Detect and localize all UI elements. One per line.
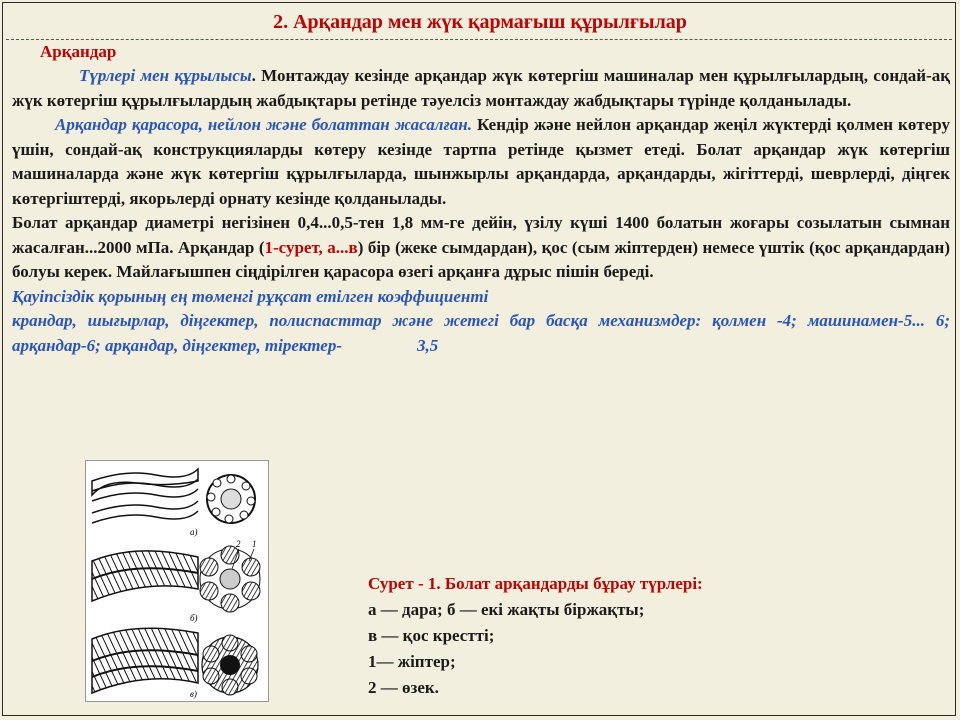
safety-paragraph [12,309,950,358]
rope-c-side-view [92,628,198,693]
figure-reference: 1-сурет, а...в [264,237,358,257]
label-c: в) [190,689,197,699]
caption-line-c: в — қос крестті; [368,626,495,645]
section-heading: Арқандар [40,42,117,61]
materials-italic-lead: Арқандар қарасора, нейлон және болаттан жасалған. [55,115,472,134]
steel-text-a: Болат арқандар диаметрі негізінен 0,4...0,5-тен 1,8 мм-ге дейін, үзілу күші 1400 болатын жоғары созылатын сымнан жасалған...2000 мПа. Арқандар ( [12,213,950,257]
steel-text-b: ) бір (жеке сымдардан), қос (сым жіптерден) немесе үштік (қос арқандардан) болуы керек. Майлағышпен сіңдірілген қарасора өзегі арқанға дұрыс пішін береді. [12,237,950,281]
materials-end: . [442,188,447,208]
rope-c-cross-section [202,635,258,695]
caption-line-a-b: а — дара; б — екі жақты біржақты; [368,600,645,619]
caption-title: Сурет - 1. Болат арқандарды бұрау түрлері: [368,574,703,593]
rope-figure-image [86,461,268,701]
safety-title: Қауіпсіздік қорының ең төменгі рұқсат етілген коэффициенті [12,286,489,306]
types-text: . Монтаждау кезінде арқандар жүк көтергіш машиналар мен құрылғылардың, сондай-ақ жүк көтергіш құрылғылардың жабдықтары ретінде тәуелсіз монтаждау жабдықтары түрінде қолданылады. [12,66,950,110]
marker-1: 1 [252,539,257,549]
caption-line-2: 2 — өзек. [368,678,439,697]
materials-text: Кендір және нейлон арқандар жеңіл жүктерді қолмен көтеру үшін, сондай-ақ конструкцияларды көтеру кезінде тартпа ретінде қызмет етеді. Болат арқандар жүк көтергіш машиналарда және жүк көтергіш құрылғыларда, шынжырлы арқандарда, арқандарды, жігіттерді, шеврлерді, діңгек көтергіштерді, якорьлерді орнату кезінде қолданылады [12,115,950,208]
rope-a-side-view [92,469,198,523]
rope-b-side-view [92,551,198,601]
paragraph-steel [12,211,950,285]
paragraph-types [12,64,950,113]
rope-figure [85,460,269,702]
title-underline [6,39,952,40]
paragraph-materials [12,113,950,211]
safety-value: 3,5 [417,335,439,355]
slide-title: 2. Арқандар мен жүк қармағыш құрылғылар [273,11,687,33]
marker-2: 2 [236,539,241,549]
types-italic-lead: Түрлері мен құрылысы [79,66,252,85]
safety-text: крандар, шығырлар, діңгектер, полиспасттар және жетегі бар басқа механизмдер: қолмен -4; машинамен-5... 6; арқандар-6; арқандар, діңгектер, тіректер- [12,311,950,355]
caption-line-1: 1— жіптер; [368,652,456,671]
label-a: а) [190,527,198,537]
rope-a-cross-section [207,475,255,523]
label-b: б) [190,613,198,623]
figure-caption [368,571,703,701]
body-text [12,64,950,358]
